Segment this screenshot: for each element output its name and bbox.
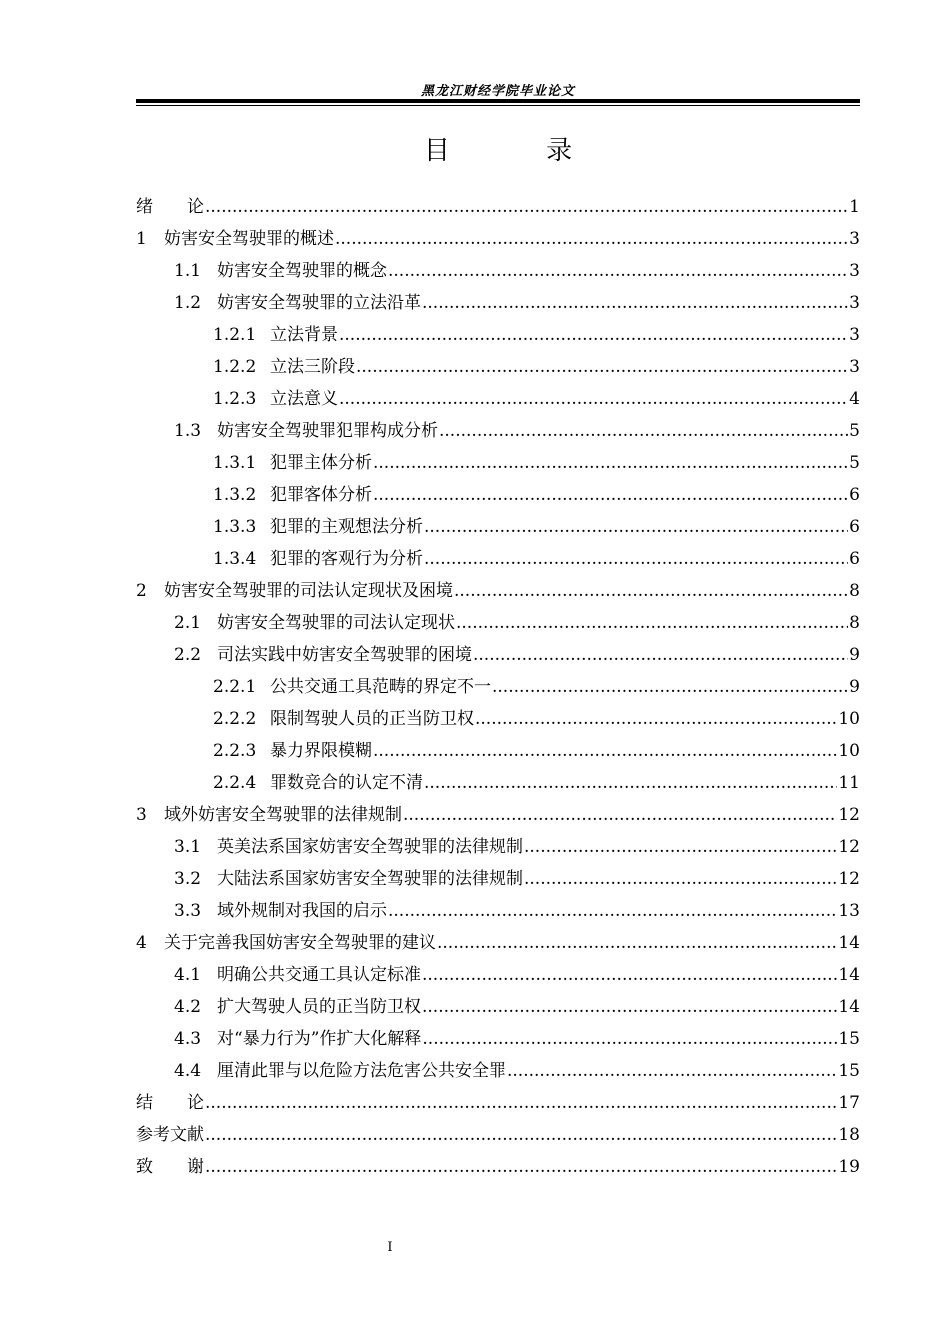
toc-entry-number: 4.3 bbox=[174, 1029, 202, 1049]
toc-leader-dots bbox=[422, 1023, 837, 1055]
toc-entry-page: 14 bbox=[838, 933, 860, 953]
toc-entry[interactable] bbox=[136, 255, 860, 287]
toc-entry[interactable] bbox=[136, 991, 860, 1023]
toc-entry[interactable] bbox=[136, 895, 860, 927]
toc-entry-title: 妨害安全驾驶罪的概念 bbox=[217, 261, 387, 281]
page-number: I bbox=[387, 1240, 393, 1255]
toc-leader-dots bbox=[524, 831, 837, 863]
toc-entry-number: 1.2.3 bbox=[213, 389, 257, 409]
toc-leader-dots bbox=[456, 607, 848, 639]
toc-entry-title: 妨害安全驾驶罪犯罪构成分析 bbox=[217, 421, 438, 441]
toc-entry[interactable] bbox=[136, 703, 860, 735]
toc-entry-title: 暴力界限模糊 bbox=[270, 741, 372, 761]
toc-entry-page: 5 bbox=[849, 453, 860, 473]
toc-entry-number: 4.4 bbox=[174, 1061, 202, 1081]
toc-entry-page: 9 bbox=[849, 645, 860, 665]
toc-entry[interactable] bbox=[136, 959, 860, 991]
toc-leader-dots bbox=[373, 479, 848, 511]
toc-entry-page: 3 bbox=[849, 357, 860, 377]
toc-entry-page: 10 bbox=[838, 709, 860, 729]
toc-entry-page: 12 bbox=[838, 837, 860, 857]
toc-entry-page: 3 bbox=[849, 229, 860, 249]
toc-entry-number: 4.2 bbox=[174, 997, 202, 1017]
toc-leader-dots bbox=[524, 863, 837, 895]
toc-leader-dots bbox=[339, 383, 848, 415]
toc-entry-title: 限制驾驶人员的正当防卫权 bbox=[270, 709, 474, 729]
toc-entry-title: 妨害安全驾驶罪的概述 bbox=[164, 229, 334, 249]
toc-entry[interactable] bbox=[136, 607, 860, 639]
toc-entry-title: 扩大驾驶人员的正当防卫权 bbox=[217, 997, 421, 1017]
toc-entry-page: 14 bbox=[838, 997, 860, 1017]
toc-entry-number: 1.3.2 bbox=[213, 485, 257, 505]
toc-entry-number: 2.2.4 bbox=[213, 773, 257, 793]
toc-entry-number: 3 bbox=[136, 805, 147, 825]
toc-entry-title: 妨害安全驾驶罪的立法沿革 bbox=[217, 293, 421, 313]
toc-entry-page: 4 bbox=[849, 389, 860, 409]
toc-entry-number: 2.2 bbox=[174, 645, 202, 665]
toc-entry-title: 大陆法系国家妨害安全驾驶罪的法律规制 bbox=[217, 869, 523, 889]
toc-entry-number: 1 bbox=[136, 229, 147, 249]
toc-leader-dots bbox=[424, 543, 848, 575]
toc-leader-dots bbox=[492, 671, 848, 703]
toc-entry[interactable] bbox=[136, 511, 860, 543]
toc-entry-number: 1.3.4 bbox=[213, 549, 257, 569]
toc-entry[interactable] bbox=[136, 447, 860, 479]
toc-entry-title: 司法实践中妨害安全驾驶罪的困境 bbox=[217, 645, 472, 665]
toc-leader-dots bbox=[205, 191, 848, 223]
toc-entry-page: 3 bbox=[849, 261, 860, 281]
toc-leader-dots bbox=[473, 639, 848, 671]
toc-entry-page: 1 bbox=[849, 197, 860, 217]
toc-entry-number: 2 bbox=[136, 581, 147, 601]
toc-entry[interactable] bbox=[136, 287, 860, 319]
toc-entry[interactable] bbox=[136, 1055, 860, 1087]
toc-entry[interactable] bbox=[136, 927, 860, 959]
toc-entry-page: 8 bbox=[849, 581, 860, 601]
toc-entry-title: 结 论 bbox=[136, 1093, 204, 1113]
toc-entry[interactable] bbox=[136, 223, 860, 255]
toc-leader-dots bbox=[437, 927, 837, 959]
toc-entry-page: 8 bbox=[849, 613, 860, 633]
toc-entry-page: 3 bbox=[849, 325, 860, 345]
toc-entry-number: 2.2.3 bbox=[213, 741, 257, 761]
toc-entry[interactable] bbox=[136, 351, 860, 383]
toc-entry-title: 罪数竞合的认定不清 bbox=[270, 773, 423, 793]
toc-leader-dots bbox=[356, 351, 848, 383]
running-header: 黑龙江财经学院毕业论文 bbox=[420, 84, 575, 99]
toc-leader-dots bbox=[422, 991, 837, 1023]
toc-title: 目 录 bbox=[423, 136, 617, 166]
toc-entry-page: 11 bbox=[838, 773, 860, 793]
toc-entry[interactable] bbox=[136, 479, 860, 511]
toc-entry-page: 9 bbox=[849, 677, 860, 697]
toc-leader-dots bbox=[388, 255, 848, 287]
toc-entry[interactable] bbox=[136, 799, 860, 831]
toc-entry-number: 2.1 bbox=[174, 613, 202, 633]
toc-leader-dots bbox=[424, 767, 837, 799]
toc-entry-title: 域外规制对我国的启示 bbox=[217, 901, 387, 921]
toc-entry-number: 1.2.1 bbox=[213, 325, 257, 345]
toc-entry-title: 立法背景 bbox=[270, 325, 338, 345]
toc-entry[interactable] bbox=[136, 543, 860, 575]
toc-entry-page: 15 bbox=[838, 1061, 860, 1081]
toc-entry-title: 绪 论 bbox=[136, 197, 204, 217]
toc-entry-number: 1.2.2 bbox=[213, 357, 257, 377]
header-rule-thick bbox=[136, 99, 860, 103]
toc-leader-dots bbox=[424, 511, 848, 543]
toc-leader-dots bbox=[507, 1055, 837, 1087]
toc-entry[interactable] bbox=[136, 831, 860, 863]
toc-entry-number: 1.1 bbox=[174, 261, 202, 281]
toc-entry-page: 3 bbox=[849, 293, 860, 313]
toc-entry-page: 6 bbox=[849, 517, 860, 537]
toc-entry[interactable] bbox=[136, 1023, 860, 1055]
toc-entry-number: 1.3.3 bbox=[213, 517, 257, 537]
toc-entry[interactable] bbox=[136, 767, 860, 799]
toc-entry-title: 英美法系国家妨害安全驾驶罪的法律规制 bbox=[217, 837, 523, 857]
toc-entry-title: 参考文献 bbox=[136, 1125, 204, 1145]
toc-entry-number: 3.2 bbox=[174, 869, 202, 889]
toc-entry-title: 关于完善我国妨害安全驾驶罪的建议 bbox=[164, 933, 436, 953]
toc-entry-number: 1.3.1 bbox=[213, 453, 257, 473]
toc-entry-number: 1.3 bbox=[174, 421, 202, 441]
toc-entry[interactable] bbox=[136, 671, 860, 703]
toc-entry[interactable] bbox=[136, 735, 860, 767]
toc-entry-title: 厘清此罪与以危险方法危害公共安全罪 bbox=[217, 1061, 506, 1081]
toc-entry-page: 6 bbox=[849, 549, 860, 569]
toc-entry-page: 12 bbox=[838, 805, 860, 825]
toc-entry[interactable] bbox=[136, 1087, 860, 1119]
toc-entry-number: 3.1 bbox=[174, 837, 202, 857]
toc-entry-number: 2.2.2 bbox=[213, 709, 257, 729]
toc-entry[interactable] bbox=[136, 639, 860, 671]
toc-entry-number: 2.2.1 bbox=[213, 677, 257, 697]
toc-entry-title: 明确公共交通工具认定标准 bbox=[217, 965, 421, 985]
toc-leader-dots bbox=[205, 1087, 837, 1119]
toc-leader-dots bbox=[439, 415, 848, 447]
toc-entry-title: 妨害安全驾驶罪的司法认定现状 bbox=[217, 613, 455, 633]
toc-entry[interactable] bbox=[136, 191, 860, 223]
toc-entry-number: 3.3 bbox=[174, 901, 202, 921]
toc-entry-title: 犯罪客体分析 bbox=[270, 485, 372, 505]
toc-entry-title: 妨害安全驾驶罪的司法认定现状及困境 bbox=[164, 581, 453, 601]
toc-entry-page: 15 bbox=[838, 1029, 860, 1049]
toc-leader-dots bbox=[205, 1119, 837, 1151]
toc-entry[interactable] bbox=[136, 319, 860, 351]
toc-leader-dots bbox=[388, 895, 837, 927]
toc-entry-title: 犯罪主体分析 bbox=[270, 453, 372, 473]
toc-entry-page: 10 bbox=[838, 741, 860, 761]
toc-entry-number: 4 bbox=[136, 933, 147, 953]
toc-entry-page: 12 bbox=[838, 869, 860, 889]
toc-leader-dots bbox=[339, 319, 848, 351]
toc-entry[interactable] bbox=[136, 863, 860, 895]
toc-leader-dots bbox=[454, 575, 848, 607]
toc-entry-page: 5 bbox=[849, 421, 860, 441]
toc-entry-title: 立法三阶段 bbox=[270, 357, 355, 377]
header-rule-thin bbox=[136, 105, 860, 106]
toc-entry-title: 域外妨害安全驾驶罪的法律规制 bbox=[164, 805, 402, 825]
toc-entry[interactable] bbox=[136, 1151, 860, 1183]
toc-entry-title: 立法意义 bbox=[270, 389, 338, 409]
toc-entry[interactable] bbox=[136, 575, 860, 607]
toc-leader-dots bbox=[335, 223, 848, 255]
toc-entry-title: 对“暴力行为”作扩大化解释 bbox=[217, 1029, 422, 1049]
table-of-contents bbox=[136, 191, 860, 1183]
toc-entry-title: 犯罪的主观想法分析 bbox=[270, 517, 423, 537]
toc-leader-dots bbox=[403, 799, 837, 831]
toc-entry[interactable] bbox=[136, 1119, 860, 1151]
toc-leader-dots bbox=[373, 735, 837, 767]
toc-entry-title: 犯罪的客观行为分析 bbox=[270, 549, 423, 569]
toc-leader-dots bbox=[205, 1151, 837, 1183]
toc-leader-dots bbox=[373, 447, 848, 479]
toc-entry-page: 6 bbox=[849, 485, 860, 505]
toc-entry[interactable] bbox=[136, 415, 860, 447]
toc-entry-number: 4.1 bbox=[174, 965, 202, 985]
toc-entry-page: 13 bbox=[838, 901, 860, 921]
toc-entry-page: 17 bbox=[838, 1093, 860, 1113]
toc-leader-dots bbox=[475, 703, 837, 735]
toc-entry-page: 14 bbox=[838, 965, 860, 985]
toc-leader-dots bbox=[422, 959, 837, 991]
toc-entry-page: 18 bbox=[838, 1125, 860, 1145]
toc-leader-dots bbox=[422, 287, 848, 319]
toc-entry-page: 19 bbox=[838, 1157, 860, 1177]
toc-entry[interactable] bbox=[136, 383, 860, 415]
toc-entry-title: 致 谢 bbox=[136, 1157, 204, 1177]
toc-entry-number: 1.2 bbox=[174, 293, 202, 313]
toc-entry-title: 公共交通工具范畴的界定不一 bbox=[270, 677, 491, 697]
